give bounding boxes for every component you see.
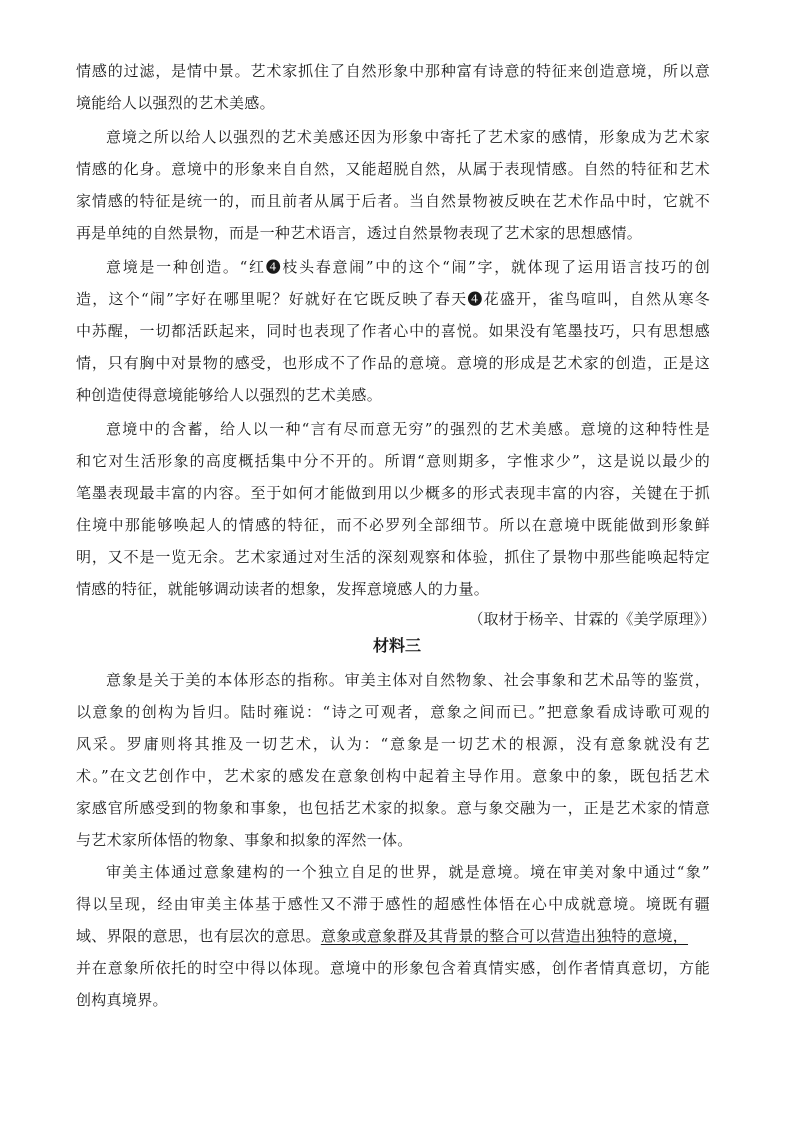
text-line: 明，又不是一览无余。艺术家通过对生活的深刻观察和体验，抓住了景物中那些能唤起特定 xyxy=(76,548,710,566)
text-line xyxy=(76,926,710,946)
text-line: 境能给人以强烈的艺术美感。 xyxy=(76,94,275,112)
text-line: 情感的过滤，是情中景。艺术家抓住了自然形象中那种富有诗意的特征来创造意境，所以意 xyxy=(76,62,710,80)
text-line: 以意象的创构为旨归。陆时雍说：“诗之可观者，意象之间而已。”把意象看成诗歌可观的 xyxy=(76,703,710,721)
text-line: 并在意象所依托的时空中得以体现。意境中的形象包含着真情实感，创作者情真意切，方能 xyxy=(76,959,710,977)
underlined-sentence: 意象或意象群及其背景的整合可以营造出独特的意境， xyxy=(320,927,689,945)
source-citation: （取材于杨辛、甘霖的《美学原理》） xyxy=(468,610,716,628)
text-line: 术。”在文艺创作中，艺术家的感发在意象创构中起着主导作用。意象中的象，既包括艺术 xyxy=(76,767,710,785)
text-line: 意境中的含蓄，给人以一种“言有尽而意无穷”的强烈的艺术美感。意境的这种特性是 xyxy=(106,420,710,438)
text-line: 中苏醒，一切都活跃起来，同时也表现了作者心中的喜悦。如果没有笔墨技巧，只有思想感 xyxy=(76,322,710,340)
text-line: 住境中那能够唤起人的情感的特征，而不必罗列全部细节。所以在意境中既能做到形象鲜 xyxy=(76,516,710,534)
text-line: 造，这个“闹”字好在哪里呢？好就好在它既反映了春天❹花盛开，雀鸟喧叫，自然从寒冬 xyxy=(76,290,710,308)
text-line: 种创造使得意境能够给人以强烈的艺术美感。 xyxy=(76,386,383,404)
text-line: 情感的化身。意境中的形象来自自然，又能超脱自然，从属于表现情感。自然的特征和艺术 xyxy=(76,160,710,178)
text-line: 风采。罗庸则将其推及一切艺术，认为：“意象是一切艺术的根源，没有意象就没有艺 xyxy=(76,735,710,753)
text-line: 意境是一种创造。“红❹枝头春意闹”中的这个“闹”字，就体现了运用语言技巧的创 xyxy=(106,258,710,276)
text-line: 家感官所感受到的物象和事象，也包括艺术家的拟象。意与象交融为一，正是艺术家的情意 xyxy=(76,799,710,817)
text-segment: 域、界限的意思，也有层次的意思。 xyxy=(76,927,321,945)
text-line: 再是单纯的自然景物，而是一种艺术语言，透过自然景物表现了艺术家的思想感情。 xyxy=(76,224,643,242)
text-line: 情，只有胸中对景物的感受，也形成不了作品的意境。意境的形成是艺术家的创造，正是这 xyxy=(76,354,710,372)
text-line: 和它对生活形象的高度概括集中分不开的。所谓“意则期多，字惟求少”，这是说以最少的 xyxy=(76,452,710,470)
text-line: 创构真境界。 xyxy=(76,991,168,1009)
text-line: 意象是关于美的本体形态的指称。审美主体对自然物象、社会事象和艺术品等的鉴赏， xyxy=(106,671,710,689)
text-line: 得以呈现，经由审美主体基于感性又不滞于感性的超感性体悟在心中成就意境。境既有疆 xyxy=(76,895,710,913)
text-line: 与艺术家所体悟的物象、事象和拟象的浑然一体。 xyxy=(76,831,413,849)
text-line: 家情感的特征是统一的，而且前者从属于后者。当自然景物被反映在艺术作品中时，它就不 xyxy=(76,192,710,210)
text-line: 笔墨表现最丰富的内容。至于如何才能做到用以少概多的形式表现丰富的内容，关键在于抓 xyxy=(76,484,710,502)
section-heading: 材料三 xyxy=(372,636,421,655)
text-line: 情感的特征，就能够调动读者的想象，发挥意境感人的力量。 xyxy=(76,580,490,598)
text-line: 审美主体通过意象建构的一个独立自足的世界，就是意境。境在审美对象中通过“象” xyxy=(106,863,710,881)
text-line: 意境之所以给人以强烈的艺术美感还因为形象中寄托了艺术家的感情，形象成为艺术家 xyxy=(106,128,710,146)
